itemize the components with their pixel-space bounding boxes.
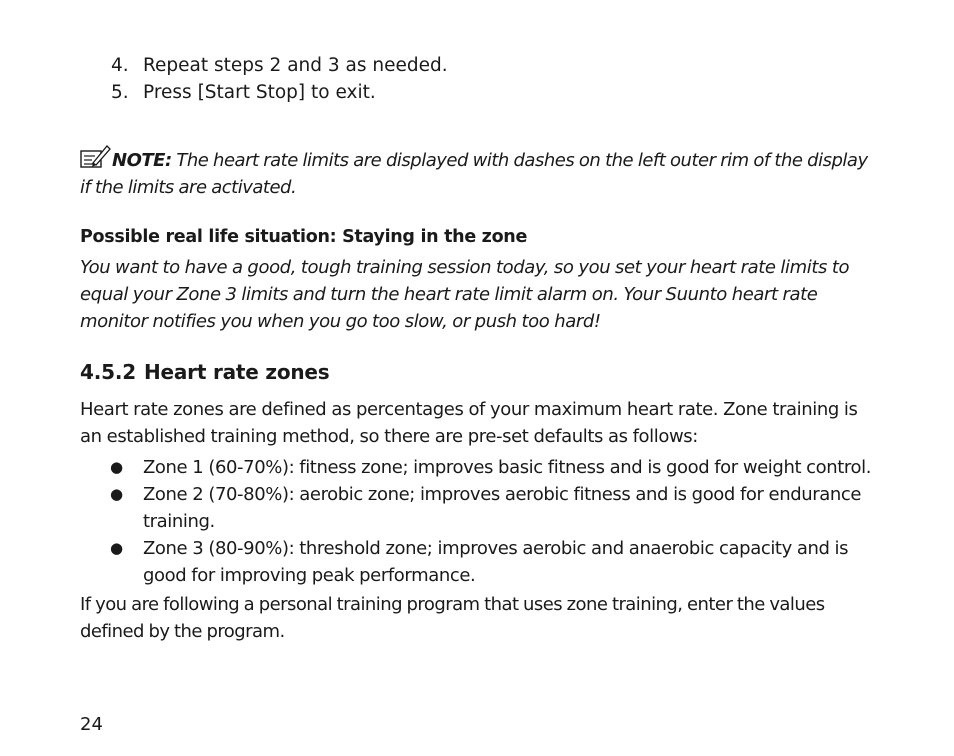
- bullet-icon: ●: [110, 485, 123, 503]
- note-text: The heart rate limits are displayed with dashes on the left outer rim of the display if the limits are activated.: [80, 150, 868, 198]
- section-title: Heart rate zones: [143, 360, 330, 384]
- zone-text: Zone 1 (60-70%): fitness zone; improves basic fitness and is good for weight control.: [143, 457, 872, 478]
- zones-list: [80, 454, 880, 589]
- note-paragraph: [80, 143, 880, 201]
- list-item: [80, 52, 880, 79]
- bullet-icon: ●: [110, 458, 123, 476]
- page-content: [80, 52, 880, 645]
- step-number: 4.: [111, 55, 129, 76]
- situation-heading: Possible real life situation: Staying in the zone: [80, 227, 528, 247]
- step-number: 5.: [111, 82, 129, 103]
- zone-text: Zone 2 (70-80%): aerobic zone; improves aerobic fitness and is good for endurance training.: [143, 484, 862, 532]
- situation-text: You want to have a good, tough training session today, so you set your heart rate limits to equal your Zone 3 limits and turn the heart rate limit alarm on. Your Suunto heart rate monitor notifies you when you go too slow, or push too hard!: [80, 257, 850, 332]
- intro-paragraph: Heart rate zones are defined as percentages of your maximum heart rate. Zone training is an established training method, so there are pre-set defaults as follows:: [80, 399, 858, 447]
- list-item: [80, 481, 880, 535]
- section-heading: [80, 359, 880, 386]
- section-number: 4.5.2: [80, 360, 136, 384]
- list-item: [80, 79, 880, 106]
- outro-paragraph: If you are following a personal training program that uses zone training, enter the values defined by the program.: [80, 594, 825, 642]
- list-item: [80, 454, 880, 481]
- page-number: 24: [80, 714, 103, 735]
- steps-list: [80, 52, 880, 106]
- note-pencil-icon: [80, 143, 112, 169]
- step-text: Repeat steps 2 and 3 as needed.: [143, 55, 448, 76]
- note-label: NOTE:: [112, 150, 172, 171]
- zone-text: Zone 3 (80-90%): threshold zone; improves aerobic and anaerobic capacity and is good for improving peak performance.: [143, 538, 849, 586]
- bullet-icon: ●: [110, 539, 123, 557]
- list-item: [80, 535, 880, 589]
- step-text: Press [Start Stop] to exit.: [143, 82, 376, 103]
